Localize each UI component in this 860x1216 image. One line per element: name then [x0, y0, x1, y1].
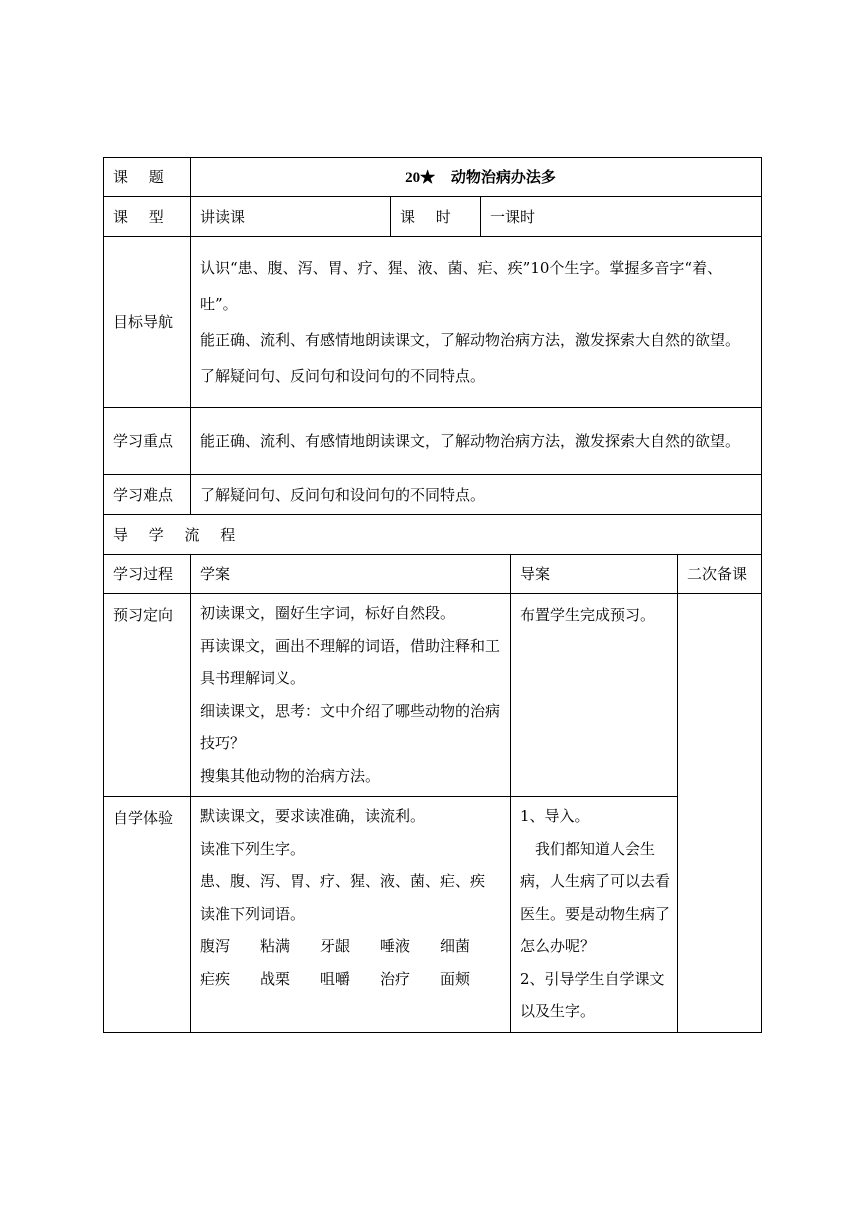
lesson-title-text: 动物治病办法多	[450, 167, 556, 186]
col-notes-header: 二次备课	[678, 555, 762, 594]
key-points-label: 学习重点	[104, 408, 191, 475]
char-list: 患、腹、泻、胃、疗、猩、液、菌、疟、疾	[200, 872, 486, 890]
preview-student	[191, 594, 511, 797]
preview-stage: 预习定向	[104, 594, 191, 797]
goal-line: 认识“患、腹、泻、胃、疗、猩、液、菌、疟、疾”10个生字。掌握多音字“着、吐”。	[200, 259, 723, 313]
preview-row	[104, 594, 762, 797]
title-row	[104, 158, 762, 197]
type-row	[104, 197, 762, 237]
preview-teacher: 布置学生完成预习。	[511, 594, 678, 797]
word-item: 粘满	[260, 937, 291, 955]
word-list-row	[200, 930, 504, 963]
self-study-student	[191, 797, 511, 1033]
difficulties-text: 了解疑问句、反问句和设问句的不同特点。	[191, 475, 762, 515]
process-heading: 导 学 流 程	[104, 515, 762, 555]
process-header-row	[104, 555, 762, 594]
teacher-line: 2、引导学生自学课文以及生字。	[520, 969, 665, 1020]
goals-label: 目标导航	[104, 237, 191, 408]
difficulties-label: 学习难点	[104, 475, 191, 515]
student-line: 初读课文，圈好生字词，标好自然段。	[200, 604, 456, 622]
type-label: 课 型	[104, 197, 191, 237]
hours-label: 课 时	[391, 197, 481, 237]
word-item: 治疗	[380, 969, 411, 988]
self-study-row	[104, 797, 762, 1033]
goals-row	[104, 237, 762, 408]
key-points-text: 能正确、流利、有感情地朗读课文，了解动物治病方法，激发探索大自然的欲望。	[191, 408, 762, 475]
word-list-row	[200, 963, 504, 996]
notes-cell	[678, 594, 762, 1033]
word-item: 唾液	[380, 937, 411, 955]
lesson-plan-sheet	[103, 157, 761, 1033]
student-line: 读准下列词语。	[200, 904, 306, 923]
word-item: 咀嚼	[320, 969, 351, 988]
type-value: 讲读课	[191, 197, 391, 237]
difficulties-row	[104, 475, 762, 515]
self-study-stage: 自学体验	[104, 797, 191, 1033]
word-item: 腹泻	[200, 937, 231, 955]
teacher-line: 1、导入。	[520, 807, 590, 825]
student-line: 读准下列生字。	[200, 839, 306, 858]
self-study-teacher	[511, 797, 678, 1033]
word-item: 疟疾	[200, 969, 231, 988]
process-heading-row	[104, 515, 762, 555]
student-line: 再读课文，画出不理解的词语，借助注释和工具书理解词义。	[200, 636, 501, 687]
student-line: 搜集其他动物的治病方法。	[200, 766, 381, 785]
key-points-row	[104, 408, 762, 475]
goals-content	[191, 237, 762, 408]
lesson-plan-table	[103, 157, 762, 1033]
goal-line: 了解疑问句、反问句和设问句的不同特点。	[200, 367, 486, 385]
col-stage-header: 学习过程	[104, 555, 191, 594]
title-label: 课 题	[104, 158, 191, 197]
word-item: 细菌	[440, 937, 471, 955]
star-icon: ★	[420, 167, 436, 186]
lesson-title	[191, 158, 762, 197]
teacher-line: 我们都知道人会生病，人生病了可以去看医生。要是动物生病了怎么办呢？	[520, 839, 671, 955]
student-line: 默读课文，要求读准确，读流利。	[200, 807, 426, 825]
hours-value: 一课时	[481, 197, 762, 237]
word-item: 战栗	[260, 969, 291, 988]
word-item: 面颊	[440, 969, 471, 988]
col-teacher-header: 导案	[511, 555, 678, 594]
student-line: 细读课文，思考：文中介绍了哪些动物的治病技巧？	[200, 701, 501, 752]
col-student-header: 学案	[191, 555, 511, 594]
lesson-number: 20	[405, 169, 421, 186]
word-item: 牙龈	[320, 937, 351, 955]
goal-line: 能正确、流利、有感情地朗读课文，了解动物治病方法，激发探索大自然的欲望。	[200, 331, 741, 349]
